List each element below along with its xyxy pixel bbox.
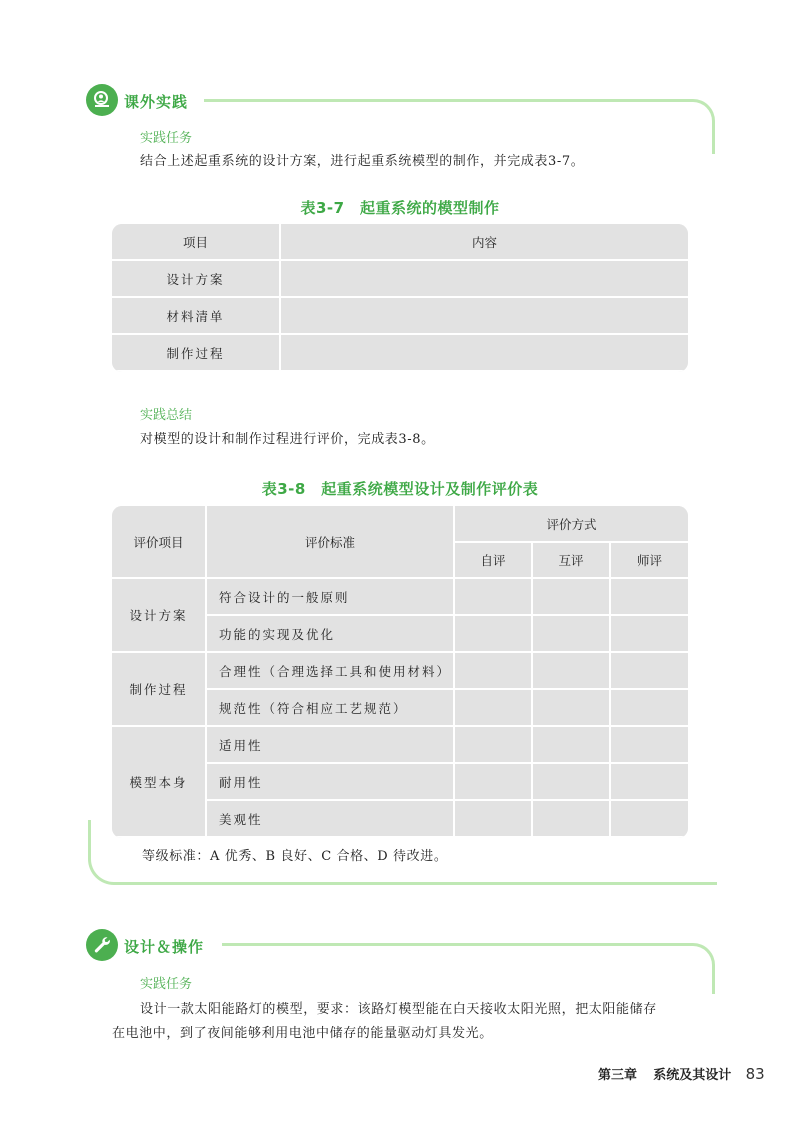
table2-score-cell[interactable]: [610, 615, 688, 652]
table2-header-self: 自评: [454, 542, 532, 578]
table2-score-cell[interactable]: [532, 689, 610, 726]
footer-chapter-title: 系统及其设计: [653, 1068, 732, 1083]
table2-score-cell[interactable]: [610, 800, 688, 837]
section2-frame-top: [222, 943, 715, 994]
section1-summary-text: 对模型的设计和制作过程进行评价，完成表3-8。: [140, 432, 435, 447]
table2-header-method: 评价方式: [454, 506, 688, 542]
section1-badge: [86, 84, 118, 116]
table-row: [112, 652, 688, 689]
table1-header-content: 内容: [280, 224, 688, 260]
table1-content-cell[interactable]: [280, 334, 688, 371]
table1-content-cell[interactable]: [280, 260, 688, 297]
table2-score-cell[interactable]: [532, 763, 610, 800]
table2-score-cell[interactable]: [532, 615, 610, 652]
table2-score-cell[interactable]: [454, 763, 532, 800]
section2-task-text-1: 设计一款太阳能路灯的模型，要求：该路灯模型能在白天接收太阳光照，把太阳能储存: [140, 1002, 657, 1017]
section1-title: 课外实践: [124, 93, 189, 111]
table-row: [112, 578, 688, 615]
table2-standard: 合理性（合理选择工具和使用材料）: [206, 652, 454, 689]
table2-score-cell[interactable]: [454, 726, 532, 763]
table2-score-cell[interactable]: [454, 578, 532, 615]
table1-item: 制作过程: [112, 334, 280, 371]
page-footer: [598, 1064, 765, 1083]
table2-standard: 适用性: [206, 726, 454, 763]
table2-header-teacher: 师评: [610, 542, 688, 578]
table2-standard: 规范性（符合相应工艺规范）: [206, 689, 454, 726]
section2-task-text-2: 在电池中，到了夜间能够利用电池中储存的能量驱动灯具发光。: [112, 1026, 493, 1041]
table2-title: 表3-8 起重系统模型设计及制作评价表: [261, 480, 539, 498]
table2-score-cell[interactable]: [532, 800, 610, 837]
table2-score-cell[interactable]: [610, 578, 688, 615]
grade-note: 等级标准：A 优秀、B 良好、C 合格、D 待改进。: [142, 849, 448, 864]
table2-score-cell[interactable]: [454, 652, 532, 689]
section1-summary-label: 实践总结: [140, 408, 193, 423]
table2-score-cell[interactable]: [532, 726, 610, 763]
table2: [112, 506, 688, 838]
table2-score-cell[interactable]: [532, 578, 610, 615]
table1-content-cell[interactable]: [280, 297, 688, 334]
table1-header-item: 项目: [112, 224, 280, 260]
table2-score-cell[interactable]: [610, 726, 688, 763]
table2-header-standard: 评价标准: [206, 506, 454, 578]
table-row: [112, 726, 688, 763]
table2-score-cell[interactable]: [454, 615, 532, 652]
table2-header-item: 评价项目: [112, 506, 206, 578]
table1-title: 表3-7 起重系统的模型制作: [300, 199, 500, 217]
section1-task-label: 实践任务: [140, 131, 193, 146]
footer-chapter: 第三章: [598, 1068, 638, 1083]
table2-score-cell[interactable]: [454, 800, 532, 837]
table2-item: 模型本身: [112, 726, 206, 837]
table2-standard: 功能的实现及优化: [206, 615, 454, 652]
table2-score-cell[interactable]: [532, 652, 610, 689]
person-search-icon: [91, 89, 113, 111]
table-row: [112, 297, 688, 334]
table1-item: 材料清单: [112, 297, 280, 334]
table2-score-cell[interactable]: [610, 652, 688, 689]
table1-item: 设计方案: [112, 260, 280, 297]
table2-standard: 耐用性: [206, 763, 454, 800]
table2-item: 制作过程: [112, 652, 206, 726]
table2-header-peer: 互评: [532, 542, 610, 578]
table2-standard: 美观性: [206, 800, 454, 837]
table2-score-cell[interactable]: [610, 763, 688, 800]
wrench-icon: [92, 935, 112, 955]
table2-item: 设计方案: [112, 578, 206, 652]
page-number: 83: [745, 1065, 765, 1083]
section2-title: 设计＆操作: [124, 938, 205, 956]
table2-standard: 符合设计的一般原则: [206, 578, 454, 615]
section1-task-text: 结合上述起重系统的设计方案，进行起重系统模型的制作，并完成表3-7。: [140, 154, 585, 169]
section2-badge: [86, 929, 118, 961]
table2-score-cell[interactable]: [610, 689, 688, 726]
table-row: [112, 334, 688, 371]
table2-score-cell[interactable]: [454, 689, 532, 726]
section1-frame-top: [204, 99, 715, 154]
section2-task-label: 实践任务: [140, 977, 193, 992]
table-row: [112, 260, 688, 297]
table1: [112, 224, 688, 372]
